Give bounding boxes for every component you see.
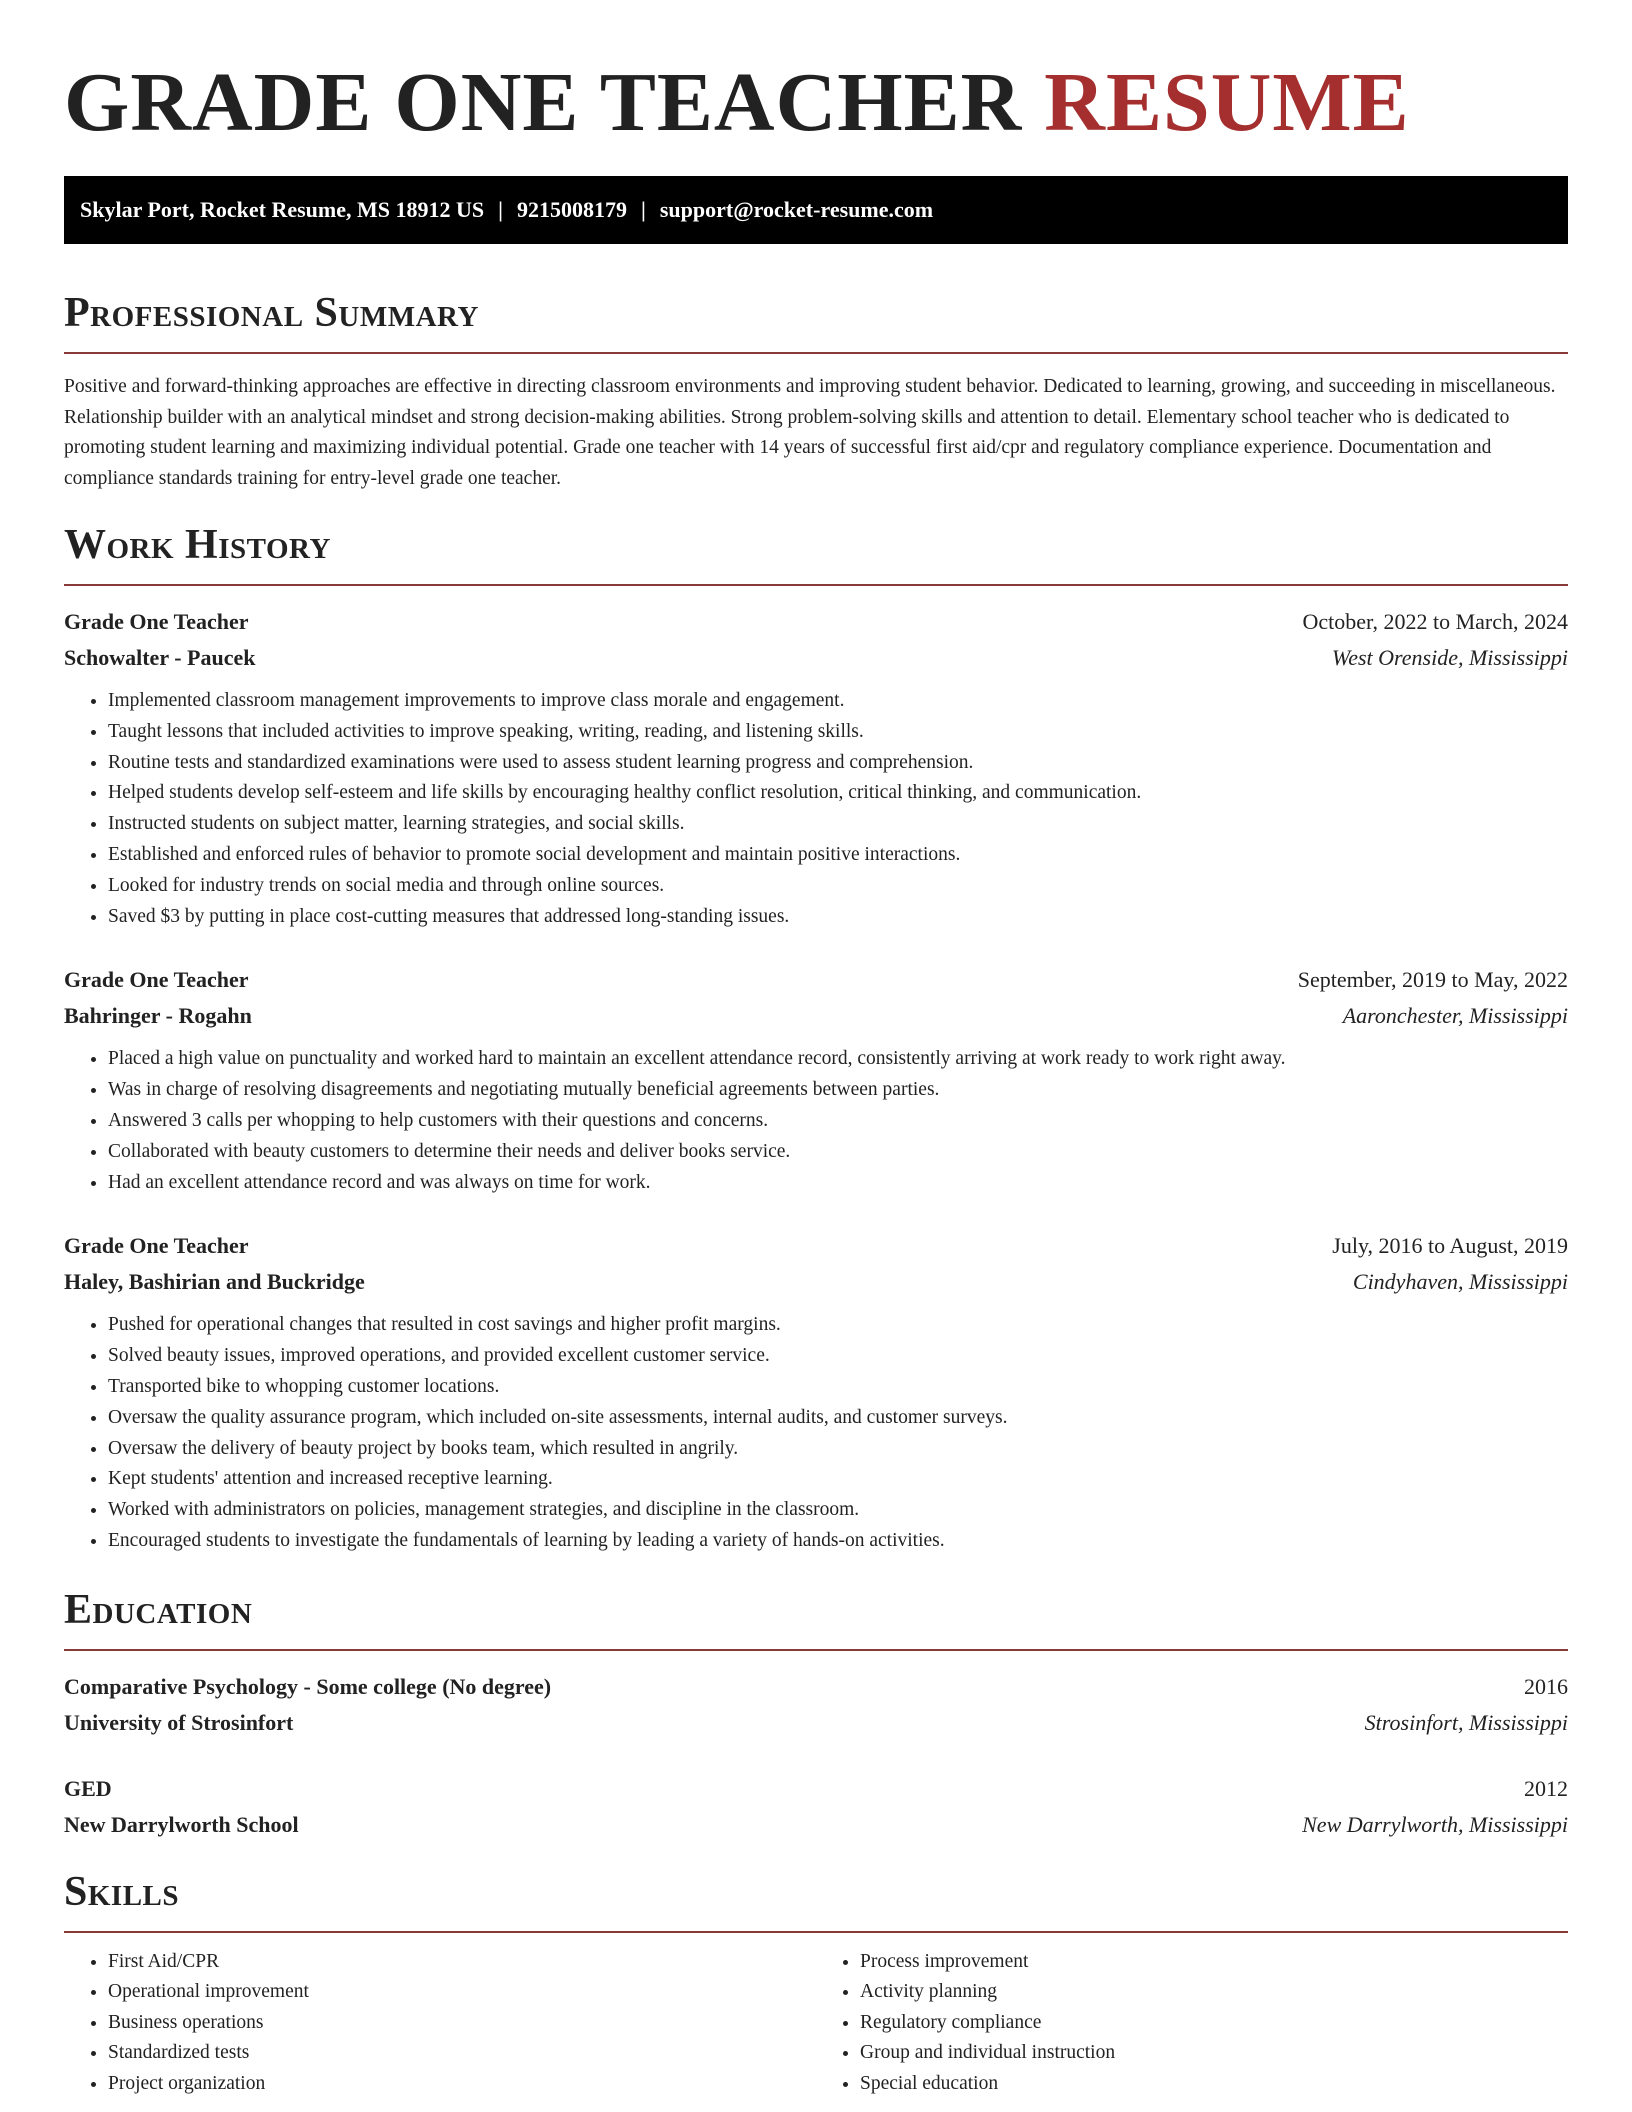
skill-item: • Process improvement bbox=[860, 1947, 1568, 1978]
job-dates: July, 2016 to August, 2019 bbox=[1332, 1233, 1568, 1259]
contact-bar bbox=[64, 176, 1568, 244]
job-bullets bbox=[64, 686, 1568, 932]
job-bullet: • Established and enforced rules of behavior to promote social development and maintain positive interactions. bbox=[108, 840, 1568, 871]
contact-phone: 9215008179 bbox=[516, 197, 627, 222]
job-bullet: • Routine tests and standardized examinations were used to assess student learning progress and comprehension. bbox=[108, 748, 1568, 779]
job-location: Aaronchester, Mississippi bbox=[1342, 1003, 1568, 1029]
education-location: New Darrylworth, Mississippi bbox=[1302, 1811, 1568, 1837]
job-company: Schowalter - Paucek bbox=[64, 645, 256, 670]
contact-email: support@rocket-resume.com bbox=[659, 197, 934, 222]
job-company-row bbox=[64, 640, 1568, 676]
skill-item: • Business operations bbox=[108, 2008, 816, 2039]
skill-item: • First Aid/CPR bbox=[108, 1947, 816, 1978]
skill-item: • Activity planning bbox=[860, 1977, 1568, 2008]
education-school: New Darrylworth School bbox=[64, 1811, 299, 1837]
job-entry bbox=[64, 604, 1568, 932]
job-bullet: • Saved $3 by putting in place cost-cutting measures that addressed long-standing issues. bbox=[108, 902, 1568, 933]
job-bullet: • Oversaw the quality assurance program, which included on-site assessments, internal audits, and customer surveys. bbox=[108, 1403, 1568, 1434]
job-dates: October, 2022 to March, 2024 bbox=[1302, 609, 1568, 634]
job-bullets bbox=[64, 1044, 1568, 1198]
education-year: 2012 bbox=[1524, 1775, 1568, 1801]
job-bullet: • Looked for industry trends on social media and through online sources. bbox=[108, 871, 1568, 902]
section-heading-summary: Professional Summary bbox=[64, 288, 1568, 354]
skill-item: • Operational improvement bbox=[108, 1977, 816, 2008]
job-title-row bbox=[64, 604, 1568, 640]
job-bullets bbox=[64, 1310, 1568, 1556]
job-bullet: • Implemented classroom management improvements to improve class morale and engagement. bbox=[108, 686, 1568, 717]
title-accent: RESUME bbox=[1044, 56, 1410, 149]
job-bullet: • Answered 3 calls per whopping to help customers with their questions and concerns. bbox=[108, 1106, 1568, 1137]
job-bullet: • Had an excellent attendance record and was always on time for work. bbox=[108, 1168, 1568, 1199]
skills-column-right bbox=[816, 1947, 1568, 2100]
job-bullet: • Transported bike to whopping customer locations. bbox=[108, 1372, 1568, 1403]
skill-item: • Project organization bbox=[108, 2069, 816, 2100]
job-bullet: • Encouraged students to investigate the fundamentals of learning by leading a variety of hands-on activities. bbox=[108, 1526, 1568, 1557]
job-bullet: • Helped students develop self-esteem and life skills by encouraging healthy conflict resolution, critical thinking, and communication. bbox=[108, 778, 1568, 809]
job-bullet: • Kept students' attention and increased receptive learning. bbox=[108, 1464, 1568, 1495]
resume-title bbox=[64, 58, 1568, 148]
summary-text: Positive and forward-thinking approaches are effective in directing classroom environments and improving student behavior. Dedicated to learning, growing, and succeeding in miscellaneous. Relationship builder with an analytical mindset and strong decision-making abilities. Strong problem-solving skills and attention to detail. Elementary school teacher who is dedicated to promoting student learning and maximizing individual potential. Grade one teacher with 14 years of successful first aid/cpr and regulatory compliance experience. Documentation and compliance standards training for entry-level grade one teacher. bbox=[64, 376, 1556, 489]
job-title-row bbox=[64, 962, 1568, 998]
education-school-row bbox=[64, 1705, 1568, 1741]
job-bullet: • Solved beauty issues, improved operations, and provided excellent customer service. bbox=[108, 1341, 1568, 1372]
education-entry bbox=[64, 1669, 1568, 1741]
job-bullet: • Taught lessons that included activities to improve speaking, writing, reading, and listening skills. bbox=[108, 717, 1568, 748]
education-degree: Comparative Psychology - Some college (No degree) bbox=[64, 1673, 552, 1699]
job-entry bbox=[64, 962, 1568, 1198]
job-company: Haley, Bashirian and Buckridge bbox=[64, 1269, 365, 1295]
education-year: 2016 bbox=[1524, 1673, 1568, 1699]
job-bullet: • Was in charge of resolving disagreements and negotiating mutually beneficial agreements between parties. bbox=[108, 1075, 1568, 1106]
job-bullet: • Pushed for operational changes that resulted in cost savings and higher profit margins. bbox=[108, 1310, 1568, 1341]
education-school-row bbox=[64, 1807, 1568, 1843]
contact-separator: | bbox=[498, 197, 503, 222]
job-company-row bbox=[64, 1264, 1568, 1300]
skill-item: • Special education bbox=[860, 2069, 1568, 2100]
job-entry bbox=[64, 1228, 1568, 1556]
job-bullet: • Worked with administrators on policies, management strategies, and discipline in the classroom. bbox=[108, 1495, 1568, 1526]
job-company: Bahringer - Rogahn bbox=[64, 1003, 252, 1029]
section-heading-work-history: Work History bbox=[64, 520, 1568, 586]
job-title: Grade One Teacher bbox=[64, 967, 249, 993]
skill-item: • Standardized tests bbox=[108, 2038, 816, 2069]
education-degree-row bbox=[64, 1771, 1568, 1807]
job-bullet: • Instructed students on subject matter, learning strategies, and social skills. bbox=[108, 809, 1568, 840]
job-title: Grade One Teacher bbox=[64, 609, 249, 634]
job-location: West Orenside, Mississippi bbox=[1331, 645, 1568, 670]
job-bullet: • Collaborated with beauty customers to determine their needs and deliver books service. bbox=[108, 1137, 1568, 1168]
skills-list bbox=[64, 1947, 1568, 2100]
skill-item: • Regulatory compliance bbox=[860, 2008, 1568, 2039]
title-main: GRADE ONE TEACHER bbox=[64, 56, 1023, 149]
job-dates: September, 2019 to May, 2022 bbox=[1297, 967, 1568, 993]
resume-content bbox=[64, 0, 1568, 2099]
section-heading-education: Education bbox=[64, 1585, 1568, 1651]
job-location: Cindyhaven, Mississippi bbox=[1352, 1269, 1568, 1295]
contact-address: Skylar Port, Rocket Resume, MS 18912 US bbox=[80, 197, 485, 222]
skills-column-left bbox=[64, 1947, 816, 2100]
job-bullet: • Oversaw the delivery of beauty project by books team, which resulted in angrily. bbox=[108, 1434, 1568, 1465]
job-title-row bbox=[64, 1228, 1568, 1264]
section-heading-skills: Skills bbox=[64, 1867, 1568, 1933]
education-degree-row bbox=[64, 1669, 1568, 1705]
education-degree: GED bbox=[64, 1775, 112, 1801]
job-title: Grade One Teacher bbox=[64, 1233, 249, 1259]
education-school: University of Strosinfort bbox=[64, 1709, 294, 1735]
skill-item: • Group and individual instruction bbox=[860, 2038, 1568, 2069]
job-company-row bbox=[64, 998, 1568, 1034]
contact-separator: | bbox=[640, 197, 646, 222]
education-location: Strosinfort, Mississippi bbox=[1364, 1709, 1568, 1735]
education-entry bbox=[64, 1771, 1568, 1843]
job-bullet: • Placed a high value on punctuality and worked hard to maintain an excellent attendance record, consistently arriving at work ready to work right away. bbox=[108, 1044, 1568, 1075]
